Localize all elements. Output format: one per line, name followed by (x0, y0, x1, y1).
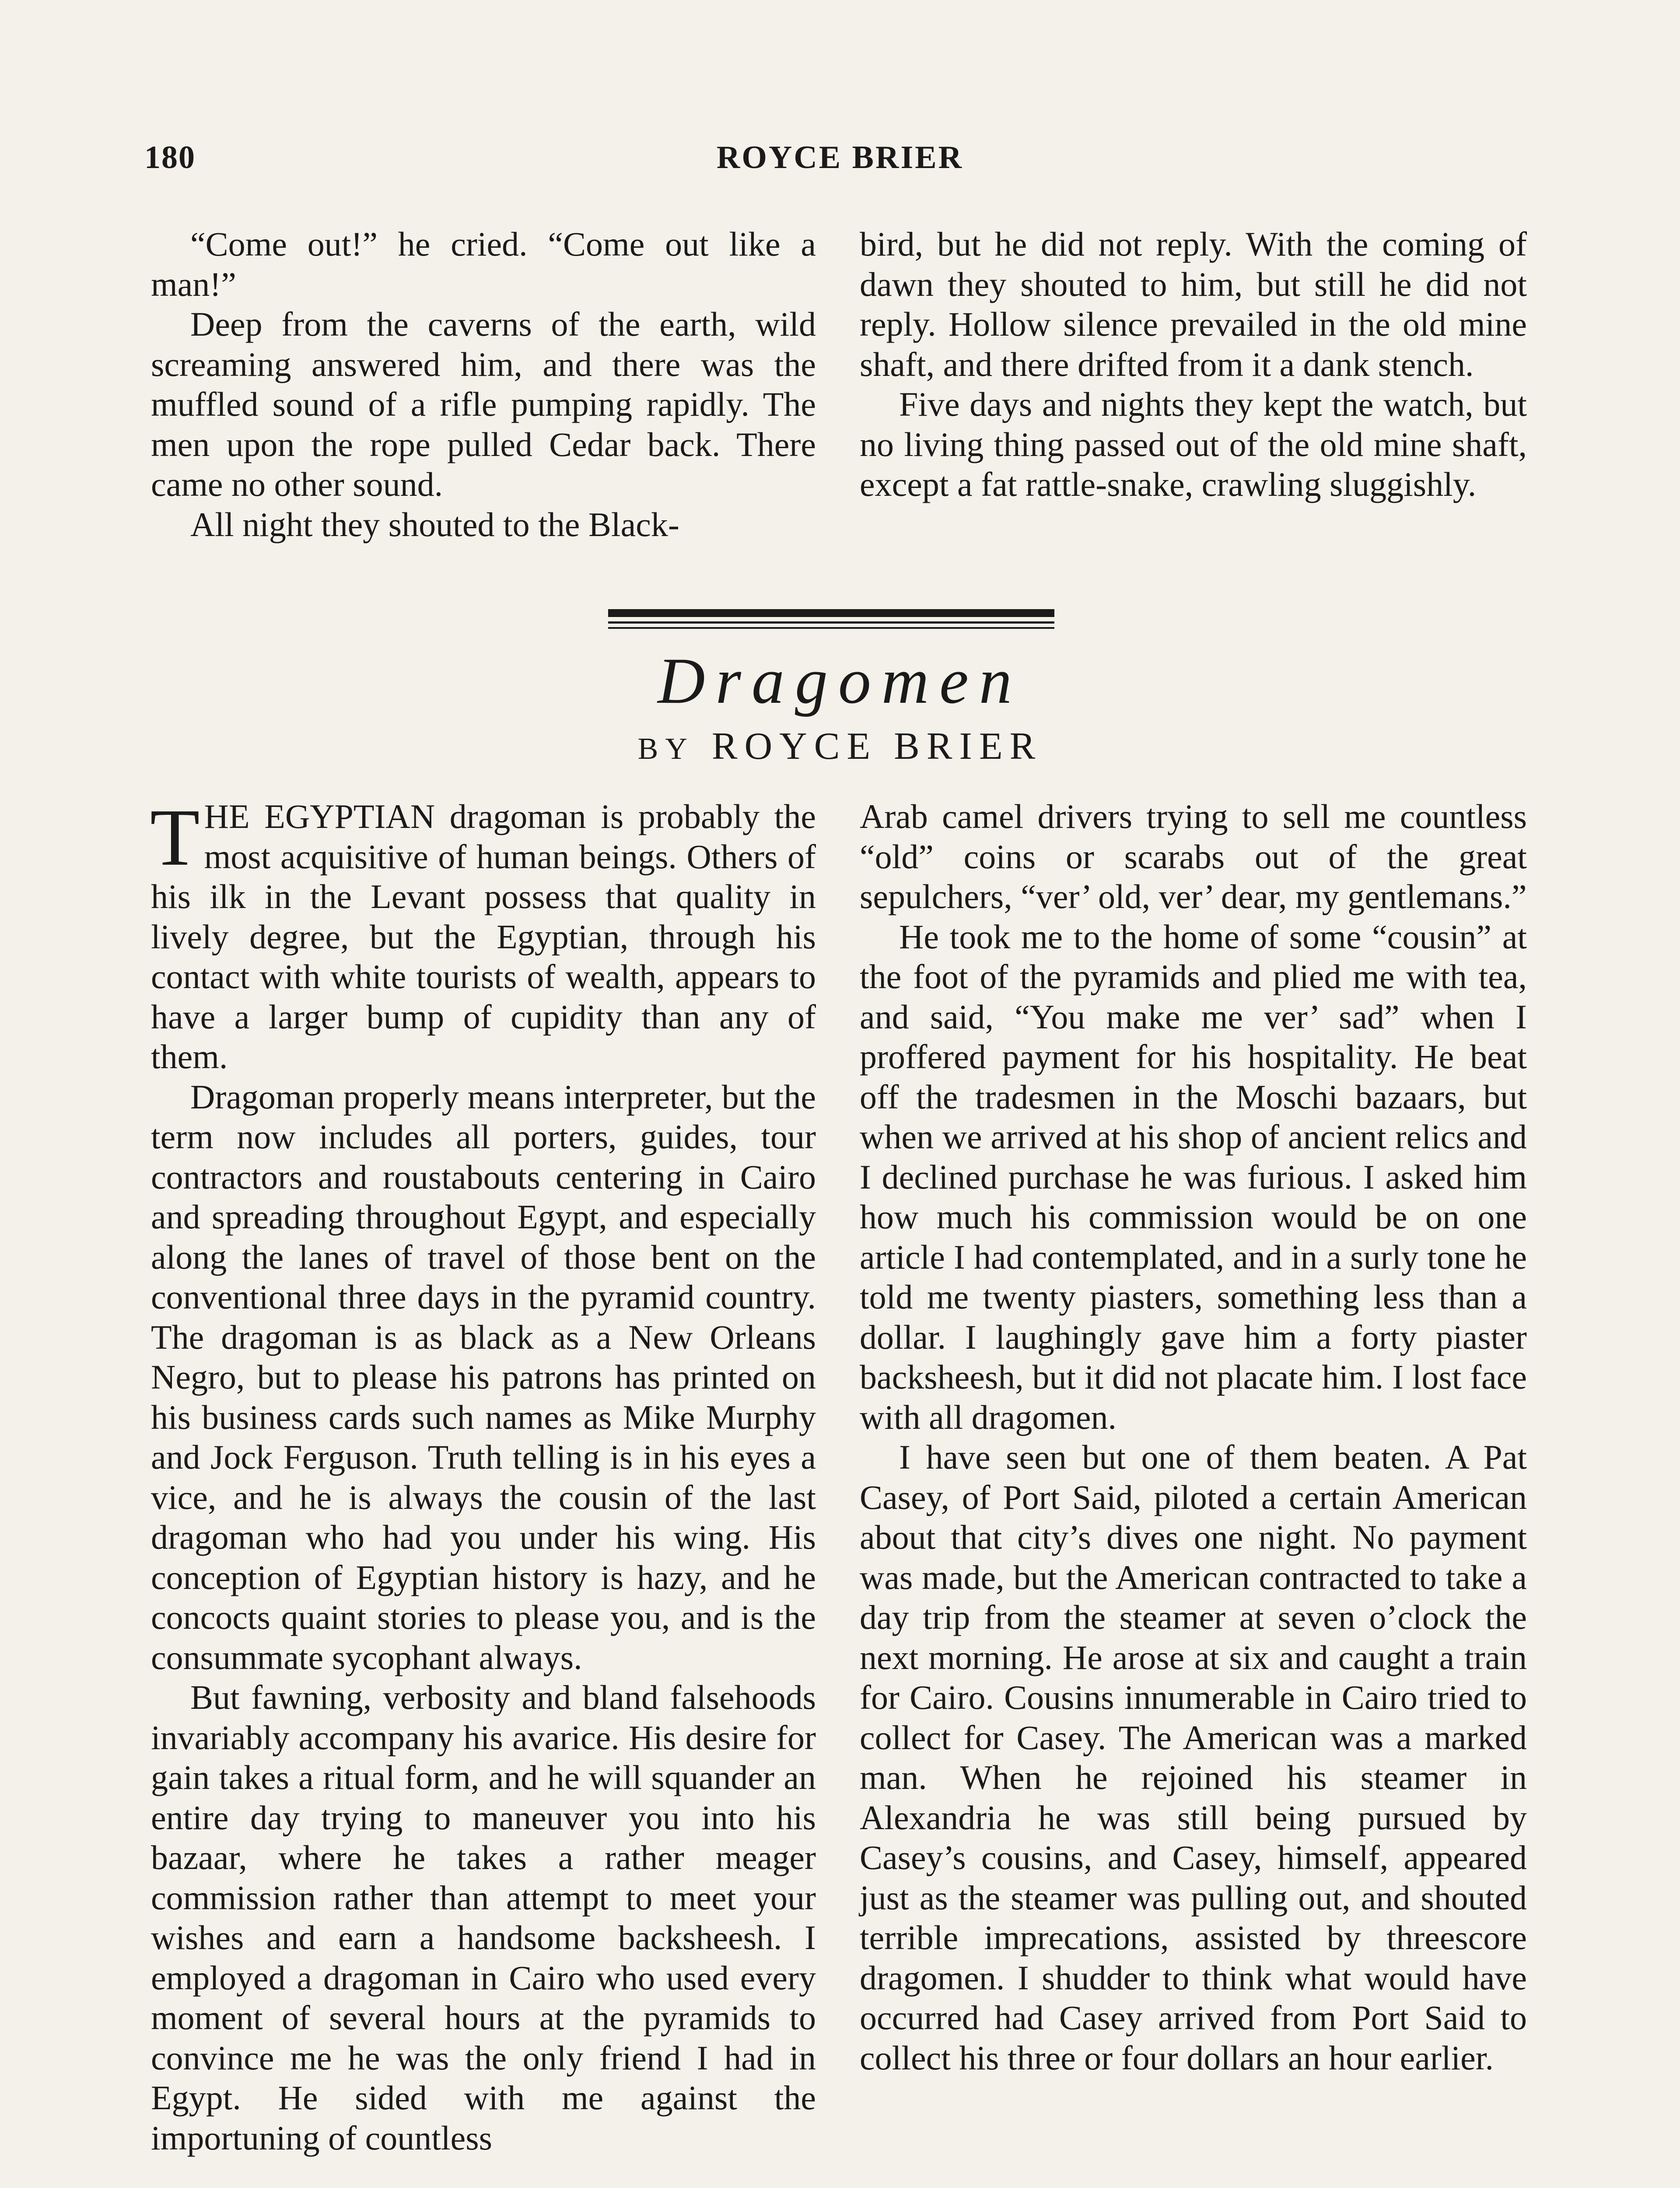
author-name: ROYCE BRIER (711, 725, 1043, 768)
article-right-column (860, 796, 1527, 2078)
running-title: ROYCE BRIER (716, 140, 964, 175)
paragraph: I have seen but one of them beaten. A Pat Casey, of Port Said, piloted a certain American about that city’s dives one night. No payment was made, but the American contracted to take a day trip from the steamer at seven o’clock the next morning. He arose at six and caught a train for Cairo. Cousins innumerable in Cairo tried to collect for Casey. The American was a marked man. When he rejoined his steamer in Alexandria he was still being pursued by Casey’s cousins, and Casey, himself, appeared just as the steamer was pulling out, and shouted terrible imprecations, assisted by threescore dragomen. I shudder to think what would have occurred had Casey arrived from Port Said to collect his three or four dollars an hour earlier. (860, 1438, 1527, 2077)
paragraph: Deep from the caverns of the earth, wild screaming answered him, and there was the muffled sound of a rifle pumping rapidly. The men upon the rope pulled Cedar back. There came no other sound. (151, 305, 816, 503)
paragraph: Dragoman properly means interpreter, but the term now includes all porters, guides, tour contractors and roustabouts centering in Cairo and spreading throughout Egypt, and especially along the lanes of travel of those bent on the conventional three days in the pyramid country. The dragoman is as black as a New Orleans Negro, but to please his patrons has printed on his business cards such names as Mike Murphy and Jock Ferguson. Truth telling is in his eyes a vice, and he is always the cousin of the last dragoman who had you under his wing. His conception of Egyptian history is hazy, and he concocts quaint stories to please you, and is the consummate sycophant always. (151, 1077, 816, 1676)
paragraph: Arab camel drivers trying to sell me countless “old” coins or scarabs out of the great sepulchers, “ver’ old, ver’ dear, my gentlemans.” (860, 797, 1527, 915)
previous-story-left-column (151, 224, 816, 544)
previous-story-right-column (860, 224, 1527, 505)
paragraph: “Come out!” he cried. “Come out like a man!” (151, 225, 816, 303)
paragraph: But fawning, verbosity and bland falsehoods invariably accompany his avarice. His desire for gain takes a ritual form, and he will squander an entire day trying to maneuver you into his bazaar, where he takes a rather meager commission rather than attempt to meet your wishes and earn a handsome backsheesh. I employed a dragoman in Cairo who used every moment of several hours at the pyramids to convince me he was the only friend I had in Egypt. He sided with me against the importuning of countless (151, 1678, 816, 2157)
paragraph: Five days and nights they kept the watch, but no living thing passed out of the old mine shaft, except a fat rattle-snake, crawling sluggishly. (860, 385, 1527, 503)
paragraph: bird, but he did not reply. With the coming of dawn they shouted to him, but still he did not reply. Hollow silence prevailed in the old mine shaft, and there drifted from it a dank stench. (860, 225, 1527, 383)
byline-prefix: BY (637, 732, 694, 766)
drop-cap: T (150, 792, 200, 883)
article-title: Dragomen (658, 645, 1022, 717)
section-divider (608, 609, 1054, 629)
opening-text: HE EGYPTIAN dragoman is probably the most acquisitive of human beings. Others of his ilk in the Levant possess that quality in lively degree, but the Egyptian, through his contact with white tourists of wealth, appears to have a larger bump of cupidity than any of them. (151, 797, 816, 1076)
running-header (144, 139, 1536, 183)
byline (0, 724, 1680, 768)
article-left-column (150, 792, 816, 2158)
page-number: 180 (144, 140, 196, 175)
opening-paragraph (150, 792, 816, 1077)
paragraph: He took me to the home of some “cousin” at the foot of the pyramids and plied me with tea, and said, “You make me ver’ sad” when I proffered payment for his hospitality. He beat off the tradesmen in the Moschi bazaars, but when we arrived at his shop of ancient relics and I declined purchase he was furious. I asked him how much his commission would be on one article I had contemplated, and in a surly tone he told me twenty piasters, something less than a dollar. I laughingly gave him a forty piaster backsheesh, but it did not placate him. I lost face with all dragomen. (860, 917, 1527, 1436)
paragraph: All night they shouted to the Black- (190, 505, 679, 543)
